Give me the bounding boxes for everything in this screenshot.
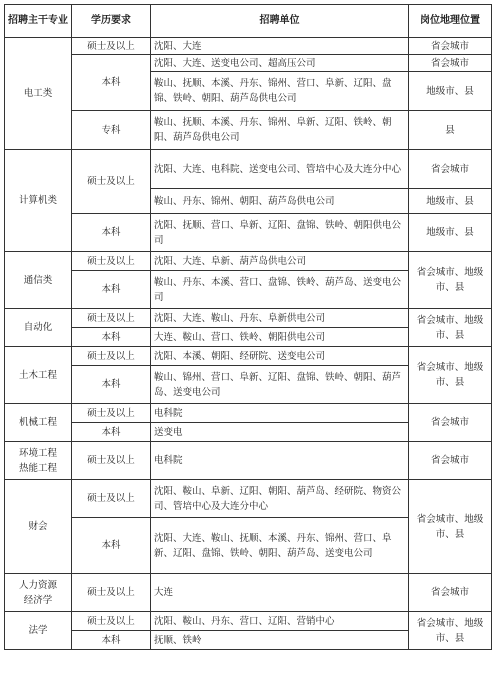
table-row xyxy=(5,480,492,518)
location-cell: 省会城市 xyxy=(409,55,492,72)
table-row xyxy=(5,442,492,480)
unit-cell: 沈阳、大连、电科院、送变电公司、管培中心及大连分中心 xyxy=(151,150,409,189)
education-cell: 本科 xyxy=(72,55,151,111)
education-cell: 本科 xyxy=(72,271,151,309)
location-cell: 省会城市、地级市、县 xyxy=(409,612,492,650)
education-cell: 本科 xyxy=(72,423,151,442)
unit-cell: 送变电 xyxy=(151,423,409,442)
location-cell: 地级市、县 xyxy=(409,72,492,111)
education-cell: 本科 xyxy=(72,518,151,574)
major-cell: 通信类 xyxy=(5,252,72,309)
unit-cell: 沈阳、大连 xyxy=(151,38,409,55)
education-cell: 硕士及以上 xyxy=(72,150,151,214)
unit-cell: 沈阳、抚顺、营口、阜新、辽阳、盘锦、铁岭、朝阳供电公司 xyxy=(151,214,409,252)
table-row xyxy=(5,252,492,271)
unit-cell: 大连 xyxy=(151,574,409,612)
unit-cell: 沈阳、鞍山、丹东、营口、辽阳、营销中心 xyxy=(151,612,409,631)
location-cell: 县 xyxy=(409,111,492,150)
recruitment-table xyxy=(4,4,492,650)
unit-cell: 鞍山、锦州、营口、阜新、辽阳、盘锦、铁岭、朝阳、葫芦岛、送变电公司 xyxy=(151,366,409,404)
major-cell: 机械工程 xyxy=(5,404,72,442)
major-label: 人力资源 xyxy=(18,579,57,591)
location-cell: 省会城市、地级市、县 xyxy=(409,252,492,309)
education-cell: 本科 xyxy=(72,366,151,404)
location-cell: 省会城市 xyxy=(409,404,492,442)
table-row xyxy=(5,111,492,150)
unit-cell: 沈阳、大连、鞍山、抚顺、本溪、丹东、锦州、营口、阜新、辽阳、盘锦、铁岭、朝阳、葫芦岛、送变电公司 xyxy=(151,518,409,574)
major-cell: 土木工程 xyxy=(5,347,72,404)
unit-cell: 电科院 xyxy=(151,404,409,423)
table-row xyxy=(5,612,492,631)
header-major: 招聘主干专业 xyxy=(5,5,72,38)
header-row xyxy=(5,5,492,38)
education-cell: 硕士及以上 xyxy=(72,612,151,631)
table-row xyxy=(5,347,492,366)
unit-cell: 抚顺、铁岭 xyxy=(151,631,409,650)
unit-cell: 沈阳、鞍山、阜新、辽阳、朝阳、葫芦岛、经研院、物资公司、管培中心及大连分中心 xyxy=(151,480,409,518)
education-cell: 硕士及以上 xyxy=(72,574,151,612)
table-row xyxy=(5,574,492,612)
major-cell: 财会 xyxy=(5,480,72,574)
unit-cell: 沈阳、本溪、朝阳、经研院、送变电公司 xyxy=(151,347,409,366)
education-cell: 专科 xyxy=(72,111,151,150)
education-cell: 硕士及以上 xyxy=(72,309,151,328)
location-cell: 地级市、县 xyxy=(409,214,492,252)
major-cell xyxy=(5,442,72,480)
location-cell: 省会城市 xyxy=(409,574,492,612)
table-row xyxy=(5,214,492,252)
table-row xyxy=(5,309,492,328)
unit-cell: 鞍山、抚顺、本溪、丹东、锦州、营口、阜新、辽阳、盘锦、铁岭、朝阳、葫芦岛供电公司 xyxy=(151,72,409,111)
location-cell: 省会城市、地级市、县 xyxy=(409,480,492,574)
major-cell: 自动化 xyxy=(5,309,72,347)
education-cell: 硕士及以上 xyxy=(72,347,151,366)
table-row xyxy=(5,150,492,189)
location-cell: 地级市、县 xyxy=(409,189,492,214)
table-wrapper xyxy=(4,4,492,650)
major-label: 环境工程 xyxy=(18,447,57,459)
location-cell: 省会城市、地级市、县 xyxy=(409,347,492,404)
table-row xyxy=(5,404,492,423)
major-label: 热能工程 xyxy=(18,462,57,474)
location-cell: 省会城市、地级市、县 xyxy=(409,309,492,347)
unit-cell: 鞍山、丹东、锦州、朝阳、葫芦岛供电公司 xyxy=(151,189,409,214)
unit-cell: 鞍山、丹东、本溪、营口、盘锦、铁岭、葫芦岛、送变电公司 xyxy=(151,271,409,309)
table-row xyxy=(5,38,492,55)
education-cell: 硕士及以上 xyxy=(72,442,151,480)
education-cell: 本科 xyxy=(72,328,151,347)
education-cell: 本科 xyxy=(72,631,151,650)
location-cell: 省会城市 xyxy=(409,442,492,480)
header-unit: 招聘单位 xyxy=(151,5,409,38)
location-cell: 省会城市 xyxy=(409,38,492,55)
unit-cell: 大连、鞍山、营口、铁岭、朝阳供电公司 xyxy=(151,328,409,347)
major-cell: 法学 xyxy=(5,612,72,650)
unit-cell: 沈阳、大连、阜新、葫芦岛供电公司 xyxy=(151,252,409,271)
major-label: 经济学 xyxy=(23,594,53,606)
education-cell: 硕士及以上 xyxy=(72,38,151,55)
education-cell: 硕士及以上 xyxy=(72,404,151,423)
major-cell xyxy=(5,574,72,612)
unit-cell: 沈阳、大连、送变电公司、超高压公司 xyxy=(151,55,409,72)
table-row xyxy=(5,55,492,72)
major-cell: 电工类 xyxy=(5,38,72,150)
unit-cell: 鞍山、抚顺、本溪、丹东、锦州、阜新、辽阳、铁岭、朝阳、葫芦岛供电公司 xyxy=(151,111,409,150)
education-cell: 硕士及以上 xyxy=(72,480,151,518)
header-education: 学历要求 xyxy=(72,5,151,38)
major-cell: 计算机类 xyxy=(5,150,72,252)
unit-cell: 电科院 xyxy=(151,442,409,480)
header-location: 岗位地理位置 xyxy=(409,5,492,38)
education-cell: 本科 xyxy=(72,214,151,252)
location-cell: 省会城市 xyxy=(409,150,492,189)
unit-cell: 沈阳、大连、鞍山、丹东、阜新供电公司 xyxy=(151,309,409,328)
education-cell: 硕士及以上 xyxy=(72,252,151,271)
